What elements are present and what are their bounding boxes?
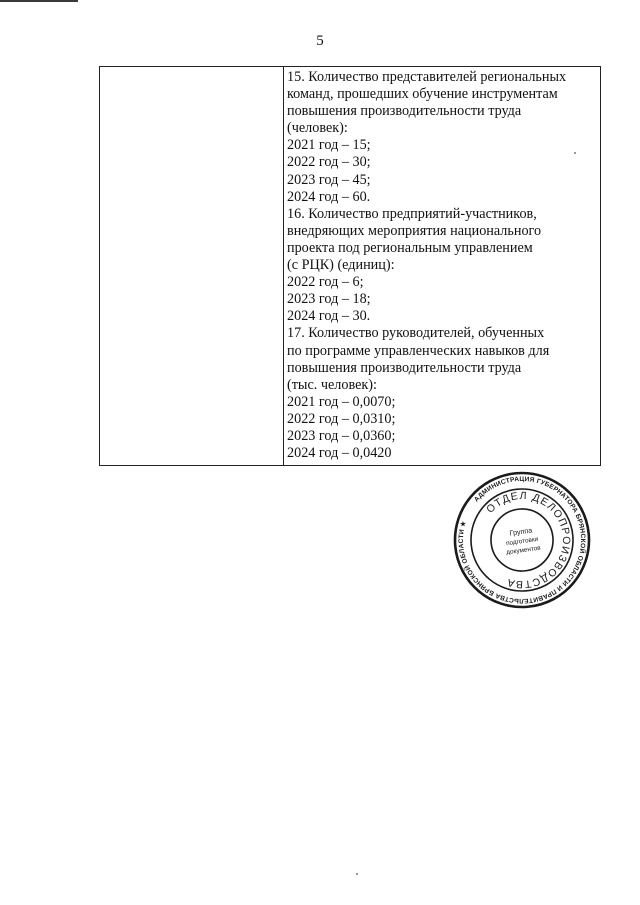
table-text-line: по программе управленческих навыков для: [287, 342, 550, 359]
stamp-ring-text: ОТДЕЛ ДЕЛОПРОИЗВОДСТВА: [484, 489, 573, 591]
table-text-line: 2022 год – 30;: [287, 154, 371, 171]
table-left-cell: [100, 67, 284, 465]
table-text-line: 2024 год – 0,0420: [287, 445, 392, 462]
table-text-line: 2022 год – 6;: [287, 274, 364, 291]
table-text-line: (тыс. человек):: [287, 376, 377, 393]
table-text-line: (с РЦК) (единиц):: [287, 257, 395, 274]
table-text-line: внедряющих мероприятия национального: [287, 222, 542, 239]
stamp-center-line: подготовки: [505, 535, 539, 548]
table-text-line: 2024 год – 30.: [287, 308, 371, 325]
table-text-line: команд, прошедших обучение инструментам: [287, 86, 558, 103]
stamp-center-line: документов: [505, 544, 542, 557]
table-text-line: 2023 год – 18;: [287, 291, 371, 308]
page-number: 5: [316, 33, 324, 49]
scan-speck: [574, 152, 576, 154]
table-text-line: 16. Количество предприятий-участников,: [287, 205, 537, 222]
table-text-line: 2024 год – 60.: [287, 188, 371, 205]
table-text-line: 15. Количество представителей региональных: [287, 69, 567, 85]
table-right-cell: [284, 67, 600, 465]
table-text-line: повышения производительности труда: [287, 103, 522, 120]
scan-speck: [356, 873, 358, 875]
table-text-line: проекта под региональным управлением: [287, 239, 533, 256]
table-text-line: (человек):: [287, 120, 348, 137]
document-table: [99, 66, 601, 466]
top-rule: [0, 0, 78, 2]
stamp-center-line: Группа: [508, 525, 533, 538]
table-text-line: 2021 год – 0,0070;: [287, 393, 396, 410]
official-stamp: [452, 470, 592, 610]
stamp-outer-text: АДМИНИСТРАЦИЯ ГУБЕРНАТОРА БРЯНСКОЙ ОБЛАСТИ И ПРАВИТЕЛЬСТВА БРЯНСКОЙ ОБЛАСТИ ★: [457, 475, 587, 605]
table-text-line: 17. Количество руководителей, обученных: [287, 325, 545, 342]
table-text-line: 2023 год – 45;: [287, 171, 371, 188]
table-text-line: 2023 год – 0,0360;: [287, 427, 396, 444]
table-text-line: 2021 год – 15;: [287, 137, 371, 154]
table-text-line: 2022 год – 0,0310;: [287, 410, 396, 427]
table-text-line: повышения производительности труда: [287, 359, 522, 376]
